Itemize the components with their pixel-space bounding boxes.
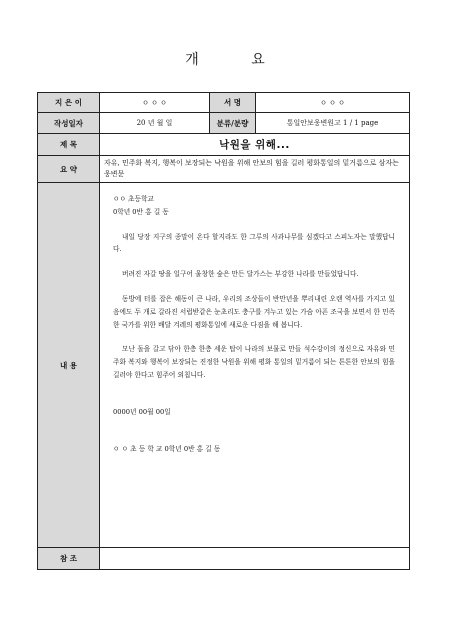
summary-value: 자유, 민주화 복지, 행복이 보장되는 낙원을 위해 안보의 힘을 길러 평화통일의 밑거름으로 삼자는 웅변문 [100, 156, 410, 183]
book-title-value: ㅇ ㅇ ㅇ [256, 93, 410, 113]
content-label: 내 용 [38, 183, 100, 548]
speech-content [100, 183, 410, 548]
date-label: 작성일자 [38, 113, 100, 134]
subject-row [38, 134, 410, 156]
reference-row [38, 548, 410, 570]
author-value: ㅇ ㅇ ㅇ [100, 93, 210, 113]
paragraph: 버려진 자갈 땅을 일구어 울창한 숲은 만든 달가스는 부강한 나라를 만들었답니다. [122, 270, 359, 279]
category-value: 통일안보웅변원고 1 / 1 page [256, 113, 410, 134]
spacer [113, 394, 395, 406]
author-label: 지 은 이 [38, 93, 100, 113]
paragraph: 모난 돌을 갈고 닦아 한층 한층 세운 탑이 나라의 보물로 만들 석수강이의 정신으로 자유와 민주화 복지와 행복이 보장되는 진정한 낙원을 위해 평화 통일의 밑거름이 되는 튼튼한 안보의 힘을 길러야 한다고 힘주어 외칩니다. [113, 345, 395, 379]
signature-line: ㅇ ㅇ 초 등 학 교 0학년 0반 홍 길 동 [113, 444, 221, 453]
book-title-label: 서 명 [210, 93, 256, 113]
student-line: 0학년 0반 홍 길 동 [113, 207, 169, 216]
subject-label: 제 목 [38, 134, 100, 156]
date-line: 0000년 00월 00일 [113, 407, 171, 416]
paragraph: 내일 당장 지구의 종말이 온다 할지라도 한 그루의 사과나무를 심겠다고 스피노자는 말했답니다. [113, 232, 395, 254]
reference-value [100, 548, 410, 570]
content-row [38, 183, 410, 548]
date-row [38, 113, 410, 134]
subject-value: 낙원을 위해... [100, 134, 410, 156]
school-line: ㅇㅇ 초등학교 [113, 195, 154, 203]
summary-label: 요 약 [38, 156, 100, 183]
author-row [38, 93, 410, 113]
summary-form-table [37, 92, 410, 570]
document-title: 개 요 [185, 52, 289, 68]
category-label: 분류/분량 [210, 113, 256, 134]
summary-row [38, 156, 410, 183]
paragraph: 동방에 터를 잡은 해동이 큰 나라, 우리의 조상들이 반만년을 뿌리내린 오랜 역사를 가지고 있음에도 두 개로 갈라진 서럽받같은 눈초리도 충구를 겨누고 있는 가슴 아픈 조국을 보면서 한 민족 한 국가를 위한 배달 겨레의 평화통일에 새로운 다짐을 해 봅니다. [113, 294, 395, 329]
reference-label: 참 조 [38, 548, 100, 570]
date-value: 20 년 월 일 [100, 113, 210, 134]
